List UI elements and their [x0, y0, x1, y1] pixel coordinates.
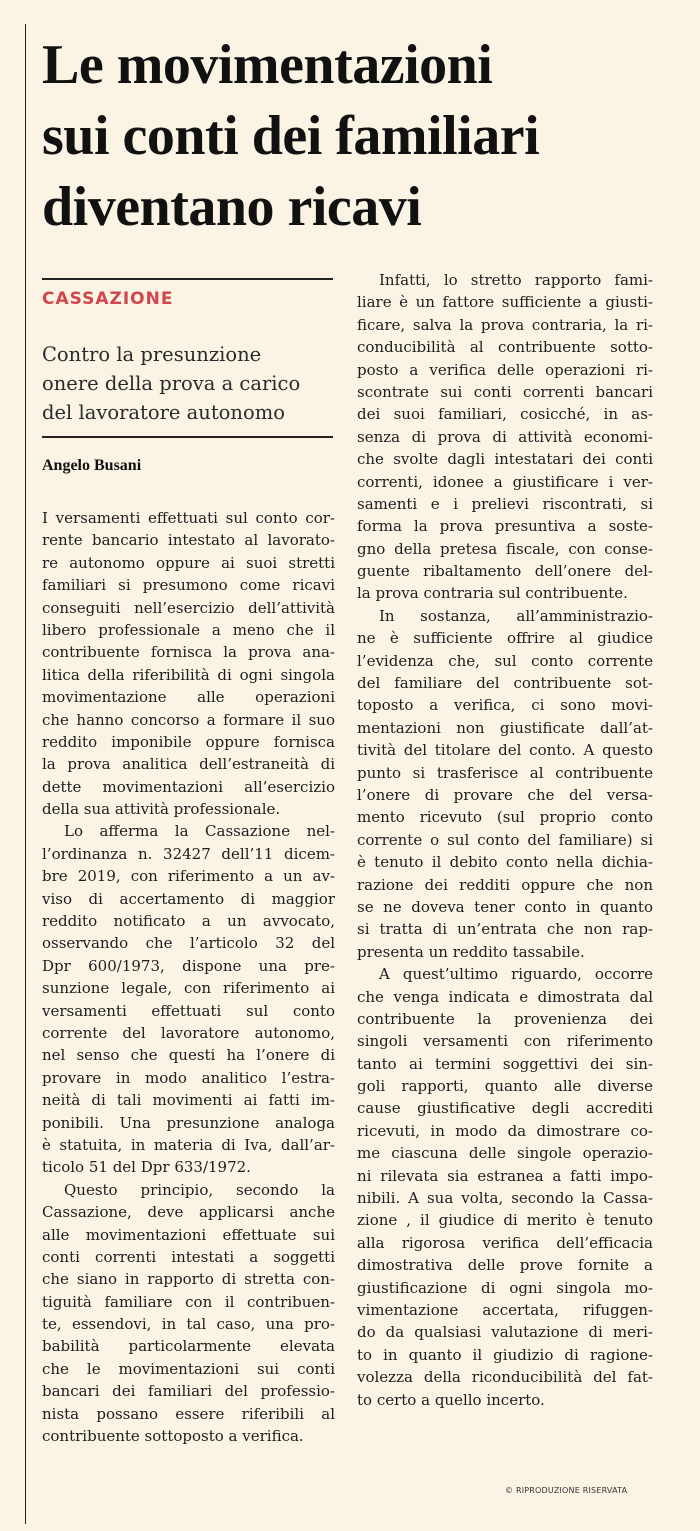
body-line: guente ribaltamento dell’onere del-	[357, 562, 653, 581]
body-line: provare in modo analitico l’estra-	[42, 1068, 335, 1087]
body-line: liare è un fattore sufficiente a giusti-	[357, 293, 653, 312]
body-line: viso di accertamento di maggior	[42, 889, 335, 908]
body-line: to in quanto il giudizio di ragione-	[357, 1345, 653, 1364]
body-line: punto si trasferisce al contribuente	[357, 763, 653, 782]
body-line: l’ordinanza n. 32427 dell’11 dicem-	[42, 844, 335, 863]
body-line: presenta un reddito tassabile.	[357, 942, 585, 961]
body-line: giustificazione di ogni singola mo-	[357, 1278, 653, 1297]
body-line: tività del titolare del conto. A questo	[357, 741, 653, 760]
body-line: dei suoi familiari, cosicché, in as-	[357, 405, 653, 424]
section-kicker: CASSAZIONE	[42, 289, 174, 309]
body-line: I versamenti effettuati sul conto cor-	[42, 509, 335, 527]
body-line: sunzione legale, con riferimento ai	[42, 979, 335, 998]
body-line: dette movimentazioni all’esercizio	[42, 777, 335, 796]
kicker-rule	[42, 278, 333, 280]
body-line: te, essendovi, in tal caso, una pro-	[42, 1315, 335, 1334]
body-line: alle movimentazioni effettuate sui	[42, 1225, 335, 1244]
body-line: forma la prova presuntiva a soste-	[357, 517, 653, 536]
author-byline: Angelo Busani	[42, 457, 142, 474]
body-line: ni rilevata sia estranea a fatti impo-	[357, 1166, 653, 1185]
body-line: nel senso che questi ha l’onere di	[42, 1046, 335, 1065]
body-line: ricevuti, in modo da dimostrare co-	[357, 1121, 653, 1140]
body-line: del familiare del contribuente sot-	[357, 674, 653, 693]
body-line: si tratta di un’entrata che non rap-	[357, 920, 653, 939]
body-line: babilità particolarmente elevata	[42, 1337, 335, 1356]
body-line: nibili. A sua volta, secondo la Cassa-	[357, 1189, 653, 1208]
body-line: conducibilità al contribuente sotto-	[357, 338, 653, 357]
subtitle-line: del lavoratore autonomo	[42, 401, 285, 424]
body-line: la prova contraria sul contribuente.	[357, 584, 628, 603]
body-line: corrente o sul conto del familiare) si	[357, 830, 653, 849]
body-line: volezza della riconducibilità del fat-	[357, 1368, 653, 1387]
headline	[42, 30, 682, 243]
body-line: reddito notificato a un avvocato,	[42, 912, 335, 931]
body-line: libero professionale a meno che il	[42, 620, 335, 639]
copyright-notice: © RIPRODUZIONE RISERVATA	[505, 1486, 628, 1495]
body-line: gno della pretesa fiscale, con conse-	[357, 539, 653, 558]
body-line: Lo afferma la Cassazione nel-	[64, 822, 335, 841]
body-line: movimentazione alle operazioni	[42, 688, 335, 707]
body-line: versamenti effettuati sul conto	[42, 1001, 335, 1020]
body-line: me ciascuna delle singole operazio-	[357, 1144, 653, 1163]
body-line: ficare, salva la prova contraria, la ri-	[357, 315, 653, 334]
article-column-left	[42, 507, 335, 1447]
body-line: razione dei redditi oppure che non	[357, 875, 653, 894]
body-line: ponibili. Una presunzione analoga	[42, 1113, 335, 1132]
subtitle	[42, 340, 334, 427]
body-line: che siano in rapporto di stretta con-	[42, 1270, 335, 1289]
body-line: tiguità familiare con il contribuen-	[42, 1292, 335, 1311]
body-line: correnti, idonee a giustificare i ver-	[357, 472, 653, 491]
body-line: dimostrativa delle prove fornite a	[357, 1256, 653, 1275]
headline-line: Le movimentazioni	[42, 34, 493, 96]
headline-line: sui conti dei familiari	[42, 105, 540, 167]
body-line: goli rapporti, quanto alle diverse	[357, 1077, 653, 1096]
body-line: che le movimentazioni sui conti	[42, 1359, 335, 1378]
body-line: tanto ai termini soggettivi dei sin-	[357, 1054, 653, 1073]
body-line: contribuente la provenienza dei	[357, 1009, 653, 1028]
body-line: toposto a verifica, ci sono movi-	[357, 696, 653, 715]
body-line: bre 2019, con riferimento a un av-	[42, 867, 335, 886]
body-line: alla rigorosa verifica dell’efficacia	[357, 1233, 653, 1252]
body-line: cause giustificative degli accrediti	[357, 1099, 653, 1118]
body-line: corrente del lavoratore autonomo,	[42, 1023, 335, 1042]
body-line: Questo principio, secondo la	[64, 1180, 335, 1199]
body-line: della sua attività professionale.	[42, 800, 281, 819]
body-line: se ne doveva tener conto in quanto	[357, 897, 653, 916]
body-line: A quest’ultimo riguardo, occorre	[379, 965, 653, 984]
body-line: contribuente fornisca la prova ana-	[42, 643, 335, 662]
body-line: conseguiti nell’esercizio dell’attività	[42, 598, 335, 617]
body-line: è tenuto il debito conto nella dichia-	[357, 853, 653, 872]
body-line: l’evidenza che, sul conto corrente	[357, 651, 653, 670]
body-line: to certo a quello incerto.	[357, 1390, 545, 1409]
body-line: do da qualsiasi valutazione di meri-	[357, 1323, 653, 1342]
subtitle-line: onere della prova a carico	[42, 372, 301, 395]
body-line: re autonomo oppure ai suoi stretti	[42, 553, 335, 572]
body-line: rente bancario intestato al lavorato-	[42, 531, 335, 550]
body-line: che venga indicata e dimostrata dal	[357, 987, 653, 1006]
body-line: che svolte dagli intestatari dei conti	[357, 450, 653, 469]
body-line: samenti e i prelievi riscontrati, si	[357, 494, 653, 513]
body-line: In sostanza, all’amministrazio-	[379, 606, 653, 625]
body-line: Cassazione, deve applicarsi anche	[42, 1203, 335, 1222]
subtitle-rule	[42, 436, 333, 438]
body-line: ticolo 51 del Dpr 633/1972.	[42, 1158, 251, 1177]
body-line: Dpr 600/1973, dispone una pre-	[42, 956, 335, 975]
body-line: familiari si presumono come ricavi	[42, 576, 335, 595]
body-line: l’onere di provare che del versa-	[357, 785, 653, 804]
body-line: senza di prova di attività economi-	[357, 427, 653, 446]
body-line: conti correnti intestati a soggetti	[42, 1247, 335, 1266]
body-line: è statuita, in materia di Iva, dall’ar-	[42, 1135, 335, 1154]
body-line: ne è sufficiente offrire al giudice	[357, 629, 653, 648]
headline-line: diventano ricavi	[42, 176, 422, 238]
body-line: vimentazione accertata, rifuggen-	[357, 1300, 653, 1319]
body-line: osservando che l’articolo 32 del	[42, 934, 335, 953]
body-line: Infatti, lo stretto rapporto fami-	[379, 271, 653, 289]
subtitle-line: Contro la presunzione	[42, 343, 262, 366]
body-line: scontrate sui conti correnti bancari	[357, 382, 653, 401]
article-column-right	[357, 269, 653, 1411]
body-line: reddito imponibile oppure fornisca	[42, 732, 335, 751]
body-line: zione , il giudice di merito è tenuto	[357, 1211, 653, 1230]
body-line: nista possano essere riferibili al	[42, 1404, 335, 1423]
body-line: bancari dei familiari del professio-	[42, 1382, 335, 1401]
body-line: contribuente sottoposto a verifica.	[42, 1427, 304, 1446]
body-line: singoli versamenti con riferimento	[357, 1032, 653, 1051]
body-line: mento ricevuto (sul proprio conto	[357, 808, 653, 827]
body-line: posto a verifica delle operazioni ri-	[357, 360, 653, 379]
body-line: che hanno concorso a formare il suo	[42, 710, 335, 729]
column-rule	[25, 24, 26, 1524]
body-line: neità di tali movimenti ai fatti im-	[42, 1091, 335, 1110]
body-line: mentazioni non giustificate dall’at-	[357, 718, 653, 737]
body-line: litica della riferibilità di ogni singola	[42, 665, 335, 684]
body-line: la prova analitica dell’estraneità di	[42, 755, 335, 774]
